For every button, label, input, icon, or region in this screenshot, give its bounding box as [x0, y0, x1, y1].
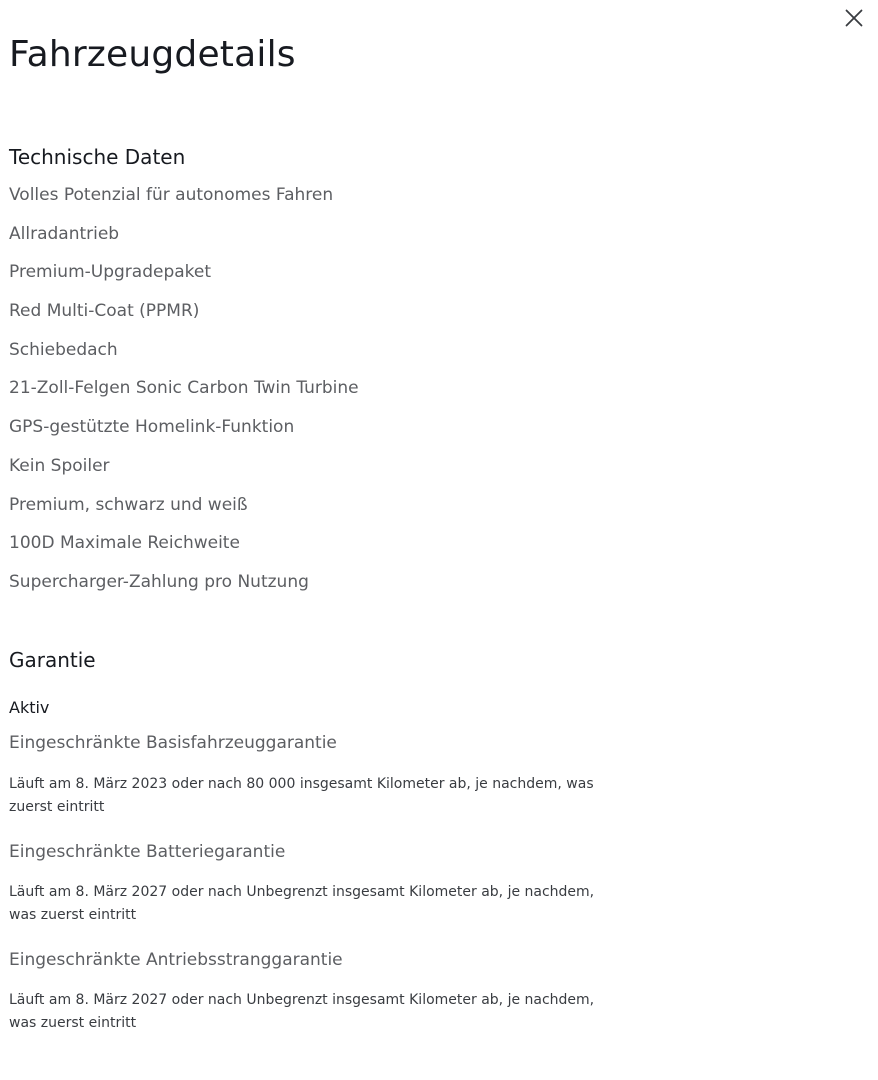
spec-item: Red Multi-Coat (PPMR) [9, 301, 200, 322]
specs-list [9, 182, 359, 608]
spec-item: Premium, schwarz und weiß [9, 494, 248, 515]
spec-item: 100D Maximale Reichweite [9, 533, 240, 554]
spec-item: Kein Spoiler [9, 455, 110, 476]
page-title: Fahrzeugdetails [9, 34, 296, 75]
spec-item: Volles Potenzial für autonomes Fahren [9, 185, 334, 205]
close-button[interactable] [842, 6, 866, 30]
specs-section-title: Technische Daten [9, 145, 186, 169]
warranty-description: Läuft am 8. März 2023 oder nach 80 000 insgesamt Kilometer ab, je nachdem, was zuerst eintritt [9, 776, 594, 815]
warranty-name: Eingeschränkte Antriebsstranggarantie [9, 950, 343, 970]
warranty-status-label: Aktiv [9, 698, 50, 717]
warranty-name: Eingeschränkte Batteriegarantie [9, 842, 286, 862]
spec-item: Schiebedach [9, 339, 118, 360]
warranty-description: Läuft am 8. März 2027 oder nach Unbegrenzt insgesamt Kilometer ab, je nachdem, was zuerst eintritt [9, 992, 595, 1031]
warranty-description: Läuft am 8. März 2027 oder nach Unbegrenzt insgesamt Kilometer ab, je nachdem, was zuerst eintritt [9, 884, 595, 923]
warranty-name: Eingeschränkte Basisfahrzeuggarantie [9, 733, 337, 753]
spec-item: Allradantrieb [9, 223, 120, 244]
spec-item: 21-Zoll-Felgen Sonic Carbon Twin Turbine [9, 378, 359, 399]
warranty-section-title: Garantie [9, 648, 96, 672]
spec-item: Supercharger-Zahlung pro Nutzung [9, 571, 309, 592]
close-x-icon [845, 9, 863, 27]
spec-item: Premium-Upgradepaket [9, 262, 212, 283]
spec-item: GPS-gestützte Homelink-Funktion [9, 417, 295, 438]
